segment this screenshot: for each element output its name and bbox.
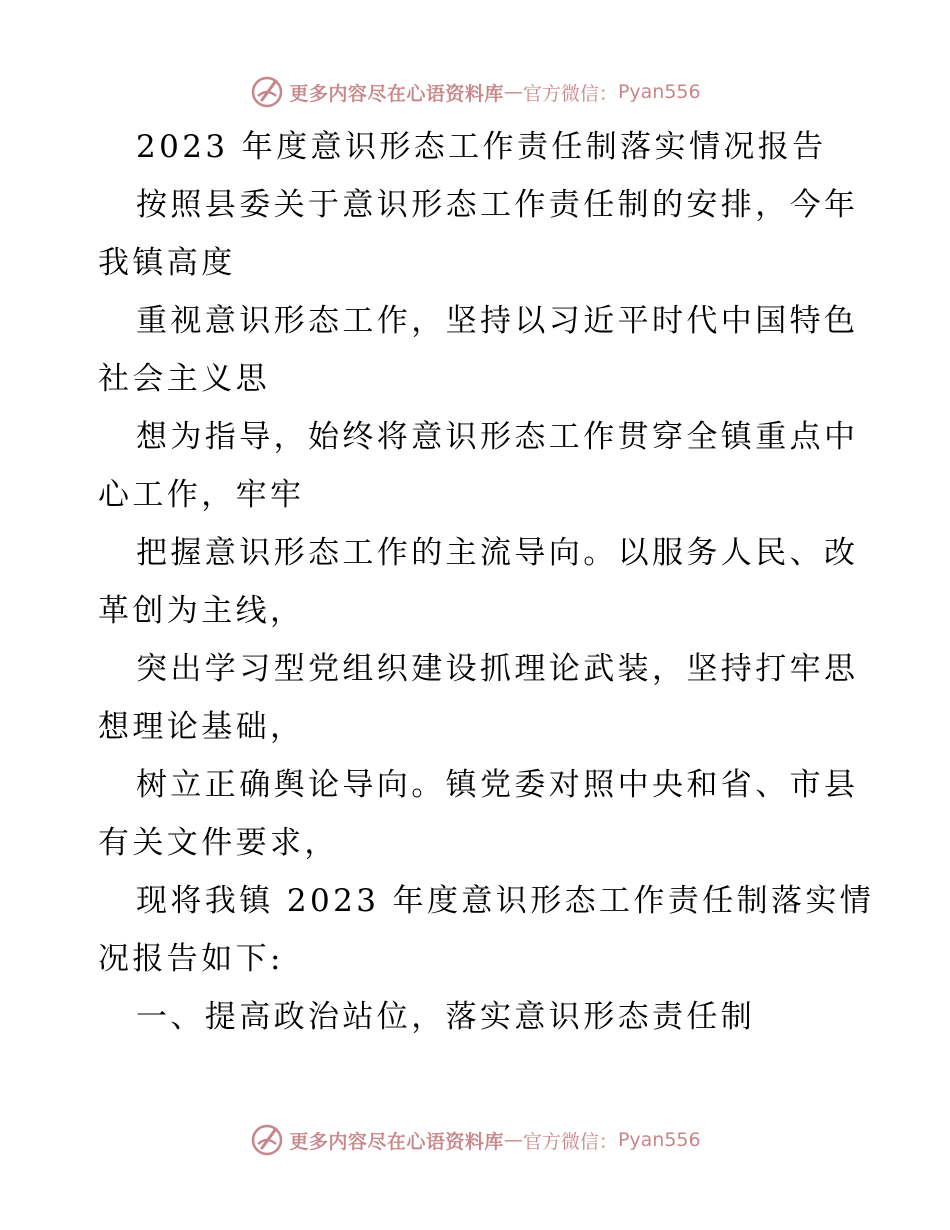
watermark-wechat-id: Pyan556 [617,81,701,103]
watermark-main-text: 更多内容尽在心语资料库 [289,82,504,105]
paragraph-line: 我镇高度 [98,245,236,281]
paragraph-line: 现将我镇 2023 年度意识形态工作责任制落实情 [136,883,875,919]
watermark-separator: — [503,1129,523,1151]
paragraph-line: 革创为主线， [98,593,305,629]
watermark-wechat-label: 官方微信： [522,1130,618,1153]
paragraph-line: 突出学习型党组织建设抓理论武装，坚持打牢思 [136,651,859,687]
paragraph-line: 想理论基础， [98,709,305,745]
document-body [98,118,875,1046]
watermark-main-text: 更多内容尽在心语资料库 [289,1130,504,1153]
watermark-wechat-label: 官方微信： [522,82,618,105]
paragraph-line: 社会主义思 [98,361,270,397]
watermark-wechat-id: Pyan556 [617,1129,701,1151]
header-watermark [0,72,950,112]
watermark-separator: — [503,81,523,103]
paragraph-line: 有关文件要求， [98,825,339,861]
paragraph-line: 重视意识形态工作，坚持以习近平时代中国特色 [136,303,859,339]
section-heading: 一、提高政治站位，落实意识形态责任制 [136,999,756,1035]
paragraph-line: 把握意识形态工作的主流导向。以服务人民、改 [136,535,859,571]
book-pen-logo-icon [249,1122,285,1158]
document-title: 2023 年度意识形态工作责任制落实情况报告 [136,129,827,165]
paragraph-line: 况报告如下: [98,941,284,977]
book-pen-logo-icon [249,74,285,110]
paragraph-line: 树立正确舆论导向。镇党委对照中央和省、市县 [136,767,859,803]
footer-watermark [0,1120,950,1160]
paragraph-line: 心工作，牢牢 [98,477,305,513]
paragraph-line: 按照县委关于意识形态工作责任制的安排，今年 [136,187,859,223]
paragraph-line: 想为指导，始终将意识形态工作贯穿全镇重点中 [136,419,859,455]
